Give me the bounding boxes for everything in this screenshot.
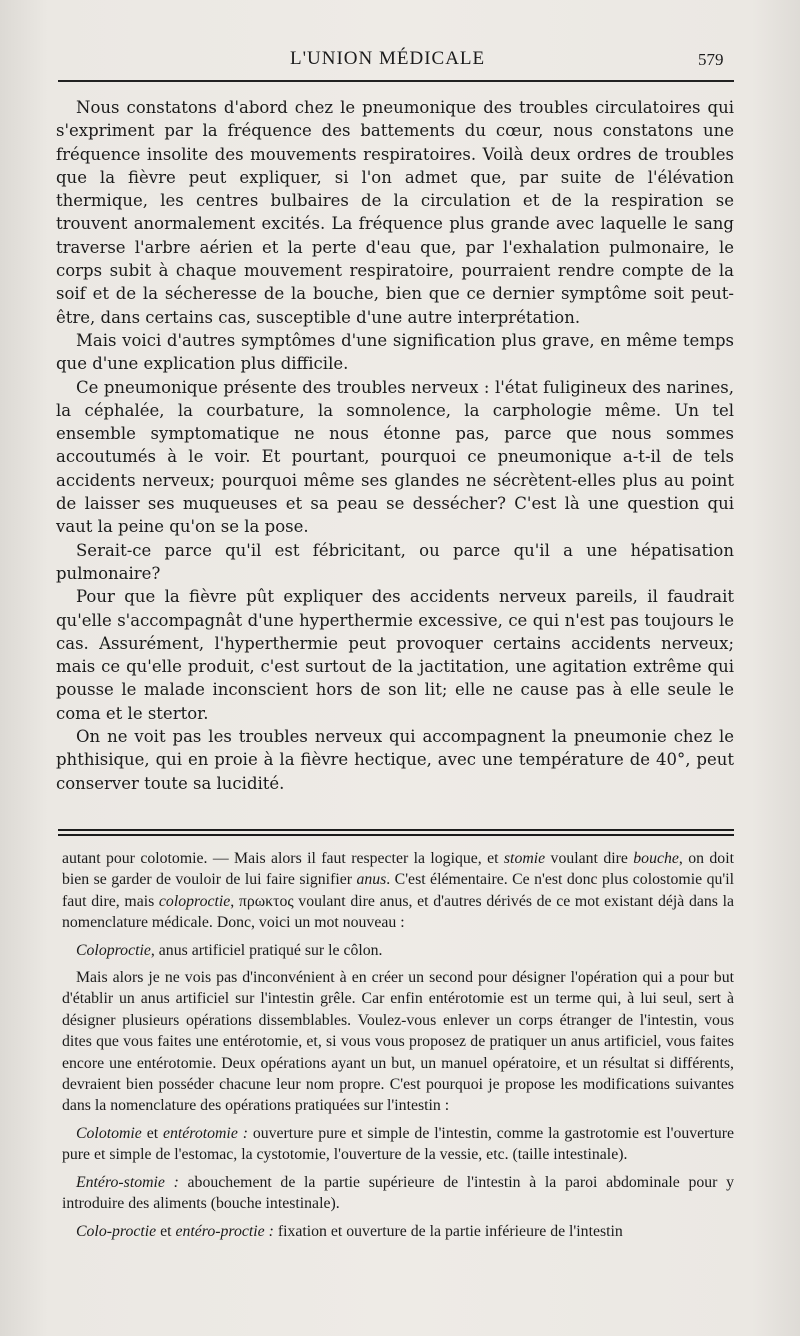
paragraph: On ne voit pas les troubles nerveux qui accompagnent la pneumonie chez le phthisique, qui en proie à la fièvre hectique, avec une température de 40°, peut conserver toute sa lucidité. [56,727,734,793]
footnote [62,848,734,1242]
header-rule [58,80,734,82]
footnote-paragraph: Mais alors je ne vois pas d'inconvénient à en créer un second pour désigner l'opération qui a pour but d'établir un anus artificiel sur l'intestin grêle. Car enfin entérotomie est un terme qui, à lui seul, sert à désigner plusieurs opérations dissemblables. Voulez-vous enlever un corps étranger de l'intestin, vous dites que vous faites une entérotomie, et, si vous vous proposez de pratiquer un anus artificiel, vous faites encore une entérotomie. Deux opérations ayant un but, un manuel opératoire, et un résultat si différents, devraient bien posséder chacune leur nom propre. C'est pourquoi je propose les modifications suivantes dans la nomenclature des opérations pratiquées sur l'intestin : [62,969,734,1115]
footnote-paragraph: Coloproctie, anus artificiel pratiqué sur le côlon. [76,941,383,959]
footnote-paragraph: Colotomie et entérotomie : ouverture pure et simple de l'intestin, comme la gastrotomie est l'ouverture pure et simple de l'estomac, la cystotomie, l'ouverture de la vessie, etc. (taille intestinale). [62,1124,734,1164]
footnote-paragraph: Colo-proctie et entéro-proctie : fixation et ouverture de la partie inférieure de l'intestin [76,1222,623,1240]
footnote-separator [58,829,734,836]
paragraph: Serait-ce parce qu'il est fébricitant, ou parce qu'il a une hépatisation pulmonaire? [56,540,734,583]
footnote-paragraph: autant pour colotomie. — Mais alors il faut respecter la logique, et stomie voulant dire bouche, on doit bien se garder de vouloir de lui faire signifier anus. C'est élémentaire. Ce n'est donc plus colostomie qu'il faut dire, mais coloproctie, πρωκτος voulant dire anus, et d'autres dérivés de ce mot existant déjà dans la nomenclature médicale. Donc, voici un mot nouveau : [62,850,734,932]
main-text [56,96,734,795]
paragraph: Pour que la fièvre pût expliquer des accidents nerveux pareils, il faudrait qu'elle s'accompagnât d'une hyperthermie excessive, ce qui n'est pas toujours le cas. Assurément, l'hyperthermie peut provoquer certains accidents nerveux; mais ce qu'elle produit, c'est surtout de la jactitation, une agitation extrême qui pousse le malade inconscient hors de son lit; elle ne cause pas à elle seule le coma et le stertor. [56,587,734,723]
running-title: L'UNION MÉDICALE [290,48,486,69]
paragraph: Nous constatons d'abord chez le pneumonique des troubles circulatoires qui s'expriment par la fréquence des battements du cœur, nous constatons une fréquence insolite des mouvements respiratoires. Voilà deux ordres de troubles que la fièvre peut expliquer, si l'on admet que, par suite de l'élévation thermique, les centres bulbaires de la circulation et de la respiration se trouvent anormalement excités. La fréquence plus grande avec laquelle le sang traverse l'arbre aérien et la perte d'eau que, par l'exhalation pulmonaire, le corps subit à chaque mouvement respiratoire, pourraient rendre compte de la soif et de la sécheresse de la bouche, bien que ce dernier symptôme soit peut-être, dans certains cas, susceptible d'une autre interprétation. [56,98,734,327]
footnote-paragraph: Entéro-stomie : abouchement de la partie supérieure de l'intestin à la paroi abdominale pour y introduire des aliments (bouche intestinale). [62,1173,735,1213]
page-header [0,44,800,74]
paragraph: Ce pneumonique présente des troubles nerveux : l'état fuligineux des narines, la céphalée, la courbature, la somnolence, la carphologie même. Un tel ensemble symptomatique ne nous étonne pas, parce que nous sommes accoutumés à le voir. Et pourtant, pourquoi ce pneumonique a-t-il de tels accidents nerveux; pourquoi même ses glandes ne sécrètent-elles plus au point de laisser ses muqueuses et sa peau se dessécher? C'est là une question qui vaut la peine qu'on se la pose. [56,377,734,537]
paragraph: Mais voici d'autres symptômes d'une signification plus grave, en même temps que d'une explication plus difficile. [56,330,734,374]
page-number: 579 [698,50,724,69]
